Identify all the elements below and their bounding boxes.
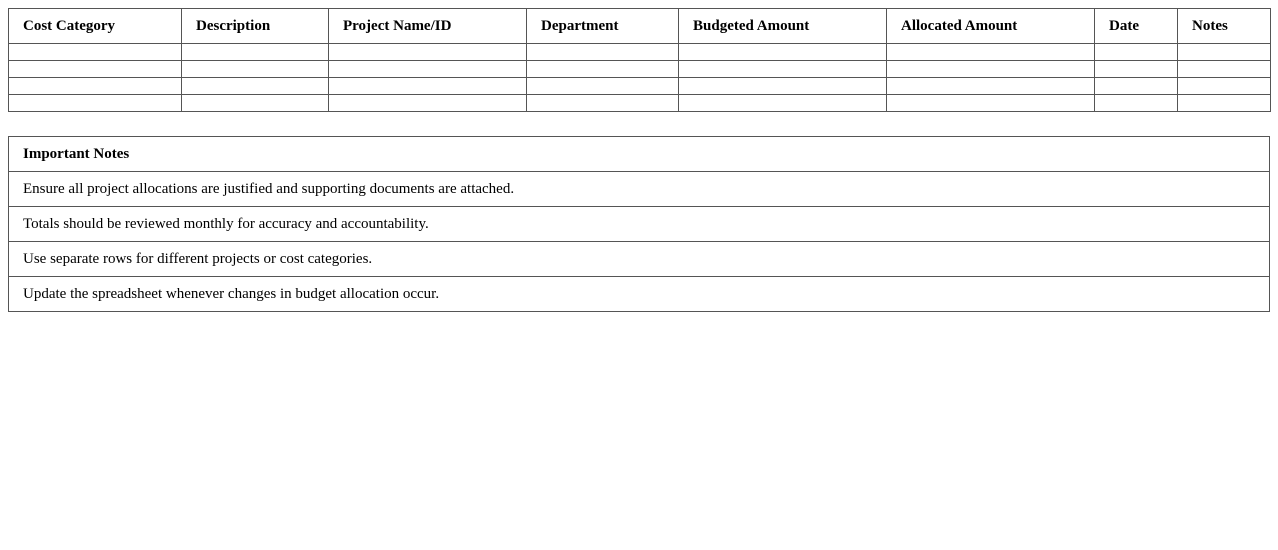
table-cell[interactable] [527,44,679,61]
table-cell[interactable] [182,44,329,61]
table-cell[interactable] [329,78,527,95]
column-header-date: Date [1095,9,1178,44]
table-cell[interactable] [9,95,182,112]
table-cell[interactable] [1095,44,1178,61]
table-cell[interactable] [527,78,679,95]
table-cell[interactable] [527,61,679,78]
table-cell[interactable] [887,95,1095,112]
table-cell[interactable] [1178,44,1271,61]
table-cell[interactable] [679,78,887,95]
note-row [9,242,1270,277]
column-header-description: Description [182,9,329,44]
table-cell[interactable] [9,44,182,61]
note-item: Ensure all project allocations are justified and supporting documents are attached. [9,172,1270,207]
table-cell[interactable] [329,44,527,61]
table-row [9,61,1271,78]
table-cell[interactable] [9,78,182,95]
table-cell[interactable] [1178,61,1271,78]
notes-header-row [9,137,1270,172]
table-cell[interactable] [1178,78,1271,95]
table-cell[interactable] [679,44,887,61]
column-header-department: Department [527,9,679,44]
table-cell[interactable] [329,61,527,78]
note-item: Totals should be reviewed monthly for accuracy and accountability. [9,207,1270,242]
note-item: Use separate rows for different projects or cost categories. [9,242,1270,277]
column-header-notes: Notes [1178,9,1271,44]
table-cell[interactable] [887,78,1095,95]
table-row [9,95,1271,112]
note-item: Update the spreadsheet whenever changes in budget allocation occur. [9,277,1270,312]
budget-allocation-table [8,8,1271,112]
table-cell[interactable] [329,95,527,112]
table-cell[interactable] [1095,78,1178,95]
column-header-cost-category: Cost Category [9,9,182,44]
table-cell[interactable] [1095,95,1178,112]
note-row [9,172,1270,207]
table-cell[interactable] [527,95,679,112]
table-cell[interactable] [887,61,1095,78]
column-header-allocated-amount: Allocated Amount [887,9,1095,44]
important-notes-table [8,136,1270,312]
table-cell[interactable] [1095,61,1178,78]
table-row [9,78,1271,95]
note-row [9,207,1270,242]
note-row [9,277,1270,312]
table-cell[interactable] [679,95,887,112]
header-row [9,9,1271,44]
table-cell[interactable] [182,78,329,95]
table-cell[interactable] [1178,95,1271,112]
table-cell[interactable] [9,61,182,78]
table-cell[interactable] [887,44,1095,61]
column-header-budgeted-amount: Budgeted Amount [679,9,887,44]
table-row [9,44,1271,61]
column-header-project-name-id: Project Name/ID [329,9,527,44]
table-cell[interactable] [679,61,887,78]
table-cell[interactable] [182,95,329,112]
notes-title: Important Notes [9,137,1270,172]
table-cell[interactable] [182,61,329,78]
